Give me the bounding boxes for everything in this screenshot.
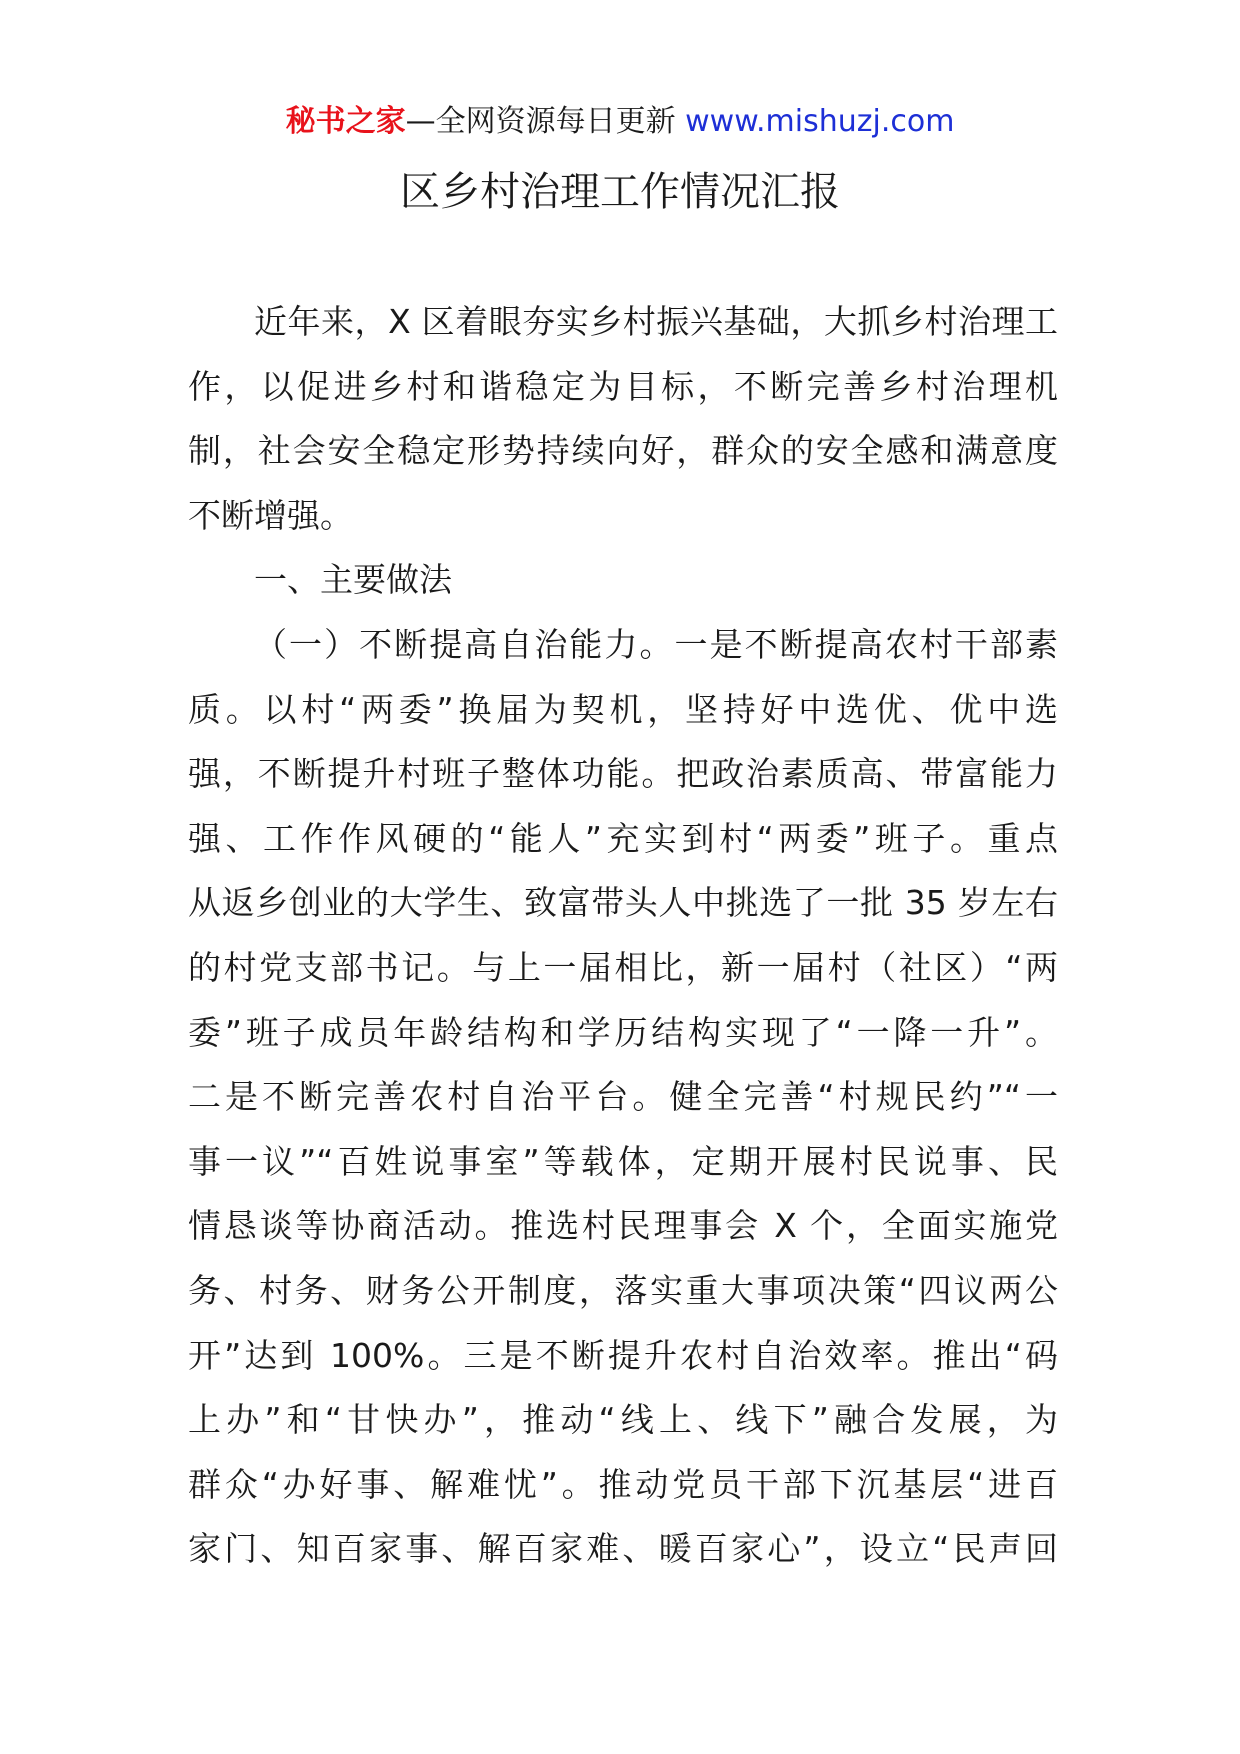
website-link[interactable]: www.mishuzj.com [685, 104, 955, 139]
text-line: 质。以村“两委”换届为契机，坚持好中选优、优中选 [188, 689, 1058, 729]
text-line: 务、村务、财务公开制度，落实重大事项决策“四议两公 [188, 1270, 1058, 1310]
text-line: 作，以促进乡村和谐稳定为目标，不断完善乡村治理机 [188, 366, 1058, 406]
document-title: 区乡村治理工作情况汇报 [400, 169, 840, 215]
text-line: 群众“办好事、解难忧”。推动党员干部下沉基层“进百 [188, 1464, 1058, 1504]
text-line: 近年来，X 区着眼夯实乡村振兴基础，大抓乡村治理工 [254, 302, 1058, 341]
text-line: 一、主要做法 [254, 560, 452, 600]
text-line: 开”达到 100%。三是不断提升农村自治效率。推出“码 [188, 1335, 1058, 1375]
header-tagline: —全网资源每日更新 [405, 104, 676, 139]
document-body [188, 290, 1058, 1582]
text-line: 委”班子成员年龄结构和学历结构实现了“一降一升”。 [188, 1012, 1058, 1052]
text-line: 强，不断提升村班子整体功能。把政治素质高、带富能力 [188, 754, 1058, 794]
text-line: 制，社会安全稳定形势持续向好，群众的安全感和满意度 [188, 431, 1058, 471]
page-header [0, 100, 1240, 144]
text-line: 的村党支部书记。与上一届相比，新一届村（社区）“两 [188, 947, 1058, 987]
text-line: 从返乡创业的大学生、致富带头人中挑选了一批 35 岁左右 [188, 883, 1058, 923]
text-line: 事一议”“百姓说事室”等载体，定期开展村民说事、民 [188, 1141, 1058, 1181]
text-line: 家门、知百家事、解百家难、暖百家心”，设立“民声回 [188, 1529, 1058, 1569]
text-line: 情恳谈等协商活动。推选村民理事会 X 个，全面实施党 [188, 1206, 1058, 1246]
text-line: 强、工作作风硬的“能人”充实到村“两委”班子。重点 [188, 818, 1058, 858]
text-line: 不断增强。 [188, 495, 353, 535]
brand-name: 秘书之家 [285, 104, 406, 139]
text-line: 二是不断完善农村自治平台。健全完善“村规民约”“一 [188, 1077, 1058, 1117]
text-line: 上办”和“甘快办”，推动“线上、线下”融合发展，为 [188, 1400, 1058, 1440]
text-line: （一）不断提高自治能力。一是不断提高农村干部素 [254, 624, 1058, 664]
